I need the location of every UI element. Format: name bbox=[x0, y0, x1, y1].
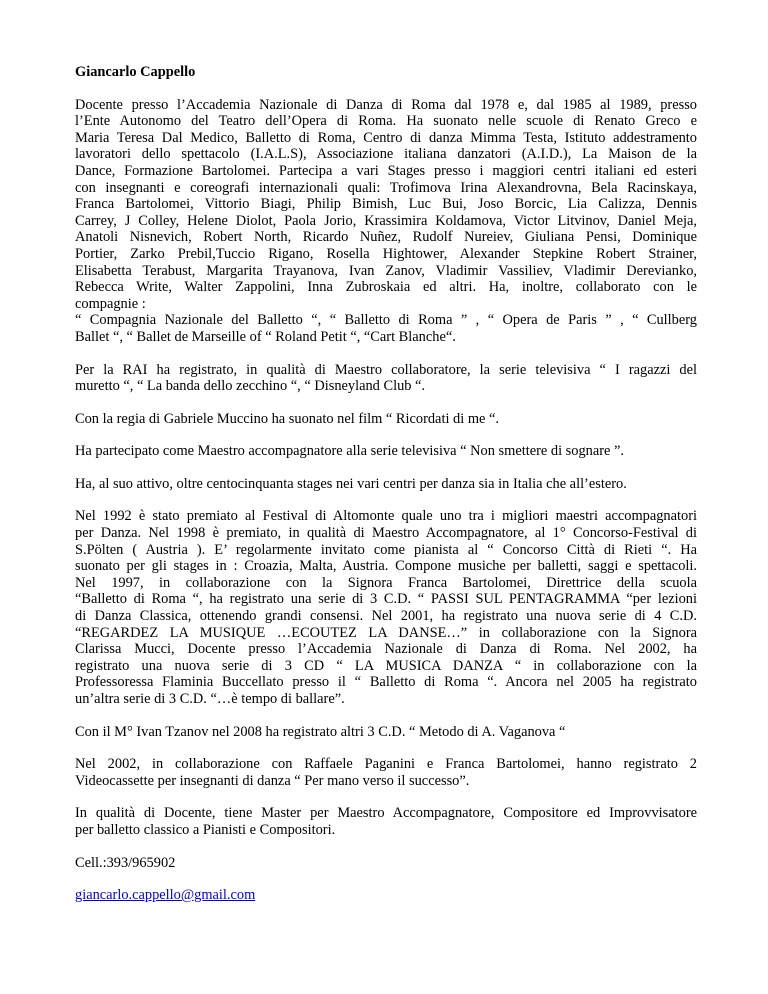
document-page bbox=[75, 64, 697, 920]
text-line: Clarissa Mucci, Docente presso l’Accademia Nazionale di Danza di Roma. Nel 2002, ha bbox=[75, 641, 697, 658]
bio-paragraph-stages bbox=[75, 476, 697, 493]
text-line: Ha partecipato come Maestro accompagnatore alla serie televisiva “ Non smettere di sognare ”. bbox=[75, 443, 625, 460]
text-line: Carrey, J Colley, Helene Diolot, Paola Jorio, Krassimira Koldamova, Victor Litvinov, Daniel Meja, bbox=[75, 212, 697, 229]
text-line: Con la regia di Gabriele Muccino ha suonato nel film “ Ricordati di me “. bbox=[75, 410, 499, 427]
text-line: Franca Bartolomei, Vittorio Biagi, Philip Bimish, Luc Bui, Joso Borcic, Lia Calizza, Dennis bbox=[75, 196, 697, 213]
bio-paragraph-1 bbox=[75, 97, 697, 346]
text-line: Nel 2002, in collaborazione con Raffaele Paganini e Franca Bartolomei, hanno registrato 2 bbox=[75, 756, 697, 773]
bio-paragraph-master bbox=[75, 805, 697, 838]
text-line: Docente presso l’Accademia Nazionale di Danza di Roma dal 1978 e, dal 1985 al 1989, presso bbox=[75, 96, 697, 113]
text-line: S.Pölten ( Austria ). E’ regolarmente invitato come pianista al “ Concorso Città di Rieti “. Ha bbox=[75, 541, 697, 558]
text-line: Ballet “, “ Ballet de Marseille of “ Roland Petit “, “Cart Blanche“. bbox=[75, 328, 456, 345]
phone-number: Cell.:393/965902 bbox=[75, 854, 176, 871]
text-line: Rebecca Write, Walter Zappolini, Inna Zubroskaia ed altri. Ha, inoltre, collaborato con le bbox=[75, 279, 697, 296]
text-line: Elisabetta Terabust, Margarita Trayanova, Ivan Zanov, Vladimir Vassiliev, Vladimir Derevianko, bbox=[75, 262, 697, 279]
bio-paragraph-muccino bbox=[75, 411, 697, 428]
text-line: “REGARDEZ LA MUSIQUE …ECOUTEZ LA DANSE…” in collaborazione con la Signora bbox=[75, 624, 697, 641]
text-line: Portier, Zarko Prebil,Tuccio Rigano, Rosella Hightower, Alexander Stepkine Robert Strainer, bbox=[75, 245, 697, 262]
text-line: Anatoli Nisnevich, Robert North, Ricardo Nuñez, Rudolf Nureiev, Giuliana Pensi, Dominique bbox=[75, 229, 697, 246]
text-line: con insegnanti e coreografi internazionali quali: Trofimova Irina Alexandrovna, Bela Racinskaya, bbox=[75, 179, 697, 196]
text-line: Videocassette per insegnanti di danza “ Per mano verso il successo”. bbox=[75, 772, 470, 789]
text-line: Con il M° Ivan Tzanov nel 2008 ha registrato altri 3 C.D. “ Metodo di A. Vaganova “ bbox=[75, 723, 566, 740]
text-line: Nel 1992 è stato premiato al Festival di Altomonte quale uno tra i migliori maestri accompagnatori bbox=[75, 508, 697, 525]
text-line: Nel 1997, in collaborazione con la Signora Franca Bartolomei, Direttrice della scuola bbox=[75, 574, 697, 591]
text-line: In qualità di Docente, tiene Master per Maestro Accompagnatore, Compositore ed Improvvisatore bbox=[75, 805, 697, 822]
text-line: compagnie : bbox=[75, 295, 146, 312]
bio-paragraph-series bbox=[75, 443, 697, 460]
bio-paragraph-vaganova bbox=[75, 724, 697, 741]
text-line: un’altra serie di 3 C.D. “…è tempo di ballare”. bbox=[75, 691, 345, 707]
text-line: Maria Teresa Dal Medico, Balletto di Roma, Centro di danza Mimma Testa, Istituto addestramento bbox=[75, 129, 697, 146]
text-line: Per la RAI ha registrato, in qualità di Maestro collaboratore, la serie televisiva “ I ragazzi del bbox=[75, 361, 697, 378]
text-line: per Danza. Nel 1998 è premiato, in qualità di Maestro Accompagnatore, al 1° Concorso-Festival di bbox=[75, 525, 697, 542]
text-line: muretto “, “ La banda dello zecchino “, “ Disneyland Club “. bbox=[75, 378, 426, 395]
text-line: di Danza Classica, ottenendo grandi consensi. Nel 2001, ha registrato una nuova serie di 4 C.D. bbox=[75, 608, 697, 625]
text-line: lavoratori dello spettacolo (I.A.L.S), Associazione italiana danzatori (A.I.D.), La Maison de la bbox=[75, 146, 697, 163]
document-title: Giancarlo Cappello bbox=[75, 64, 196, 80]
text-line: Dance, Formazione Bartolomei. Partecipa a vari Stages presso i maggiori centri italiani ed esteri bbox=[75, 162, 697, 179]
text-line: “ Compagnia Nazionale del Balletto “, “ Balletto di Roma ” , “ Opera de Paris ” , “ Cullberg bbox=[75, 312, 697, 329]
text-line: Professoressa Flaminia Buccellato presso il “ Balletto di Roma “. Ancora nel 2005 ha registrato bbox=[75, 674, 697, 691]
text-line: per balletto classico a Pianisti e Compositori. bbox=[75, 821, 336, 838]
text-line: registrato una nuova serie di 3 CD “ LA MUSICA DANZA “ in collaborazione con la bbox=[75, 657, 697, 674]
email-link[interactable]: giancarlo.cappello@gmail.com bbox=[75, 887, 256, 904]
text-line: suonato per gli stages in : Croazia, Malta, Austria. Compone musiche per balletti, saggi e spettacoli. bbox=[75, 558, 697, 575]
email-block bbox=[75, 887, 697, 904]
bio-paragraph-awards bbox=[75, 508, 697, 707]
text-line: “Balletto di Roma “, ha registrato una serie di 3 C.D. “ PASSI SUL PENTAGRAMMA “per lezioni bbox=[75, 591, 697, 608]
text-line: l’Ente Autonomo del Teatro dell’Opera di Roma. Ha suonato nelle scuole di Renato Greco e bbox=[75, 113, 697, 130]
bio-paragraph-rai bbox=[75, 362, 697, 395]
bio-paragraph-videocassette bbox=[75, 756, 697, 789]
text-line: Ha, al suo attivo, oltre centocinquanta stages nei vari centri per danza sia in Italia che all’estero. bbox=[75, 475, 627, 492]
